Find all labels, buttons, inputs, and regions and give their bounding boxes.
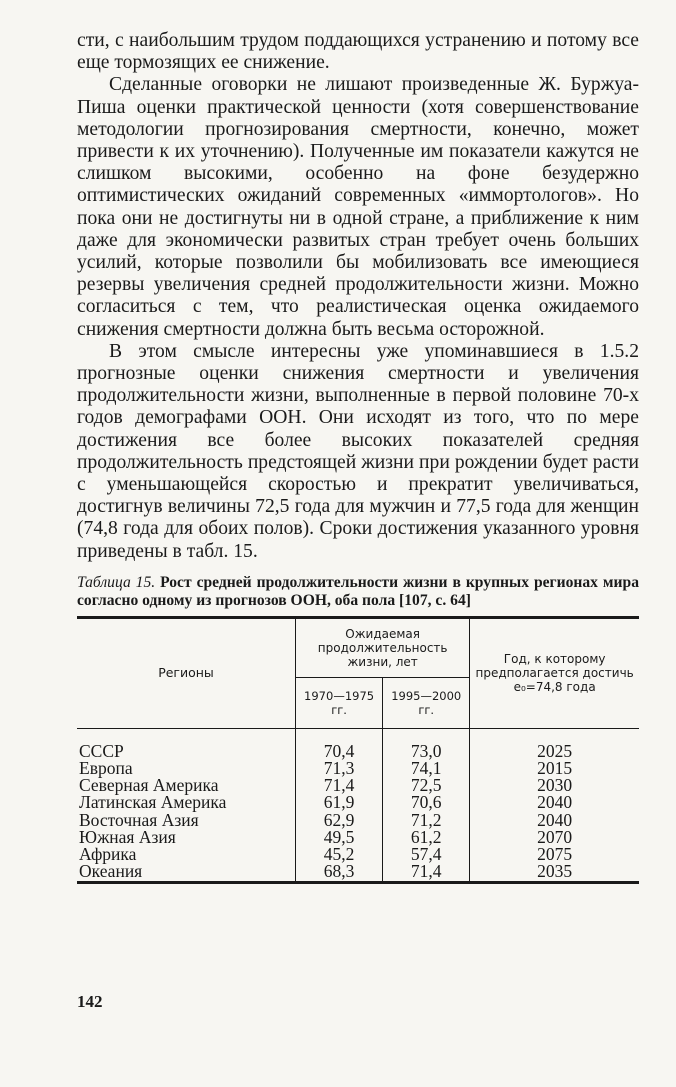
table-row bbox=[77, 863, 639, 880]
life-1970-cell: 71,3 bbox=[296, 760, 383, 777]
life-1970-cell: 61,9 bbox=[296, 794, 383, 811]
life-1970-cell: 71,4 bbox=[296, 777, 383, 794]
region-cell: Африка bbox=[77, 846, 296, 863]
life-1995-cell: 57,4 bbox=[383, 846, 470, 863]
life-1995-cell: 72,5 bbox=[383, 777, 470, 794]
life-1970-cell: 68,3 bbox=[296, 863, 383, 880]
region-cell: Южная Азия bbox=[77, 829, 296, 846]
target-year-cell: 2030 bbox=[537, 775, 573, 796]
life-1995-cell: 71,2 bbox=[383, 812, 470, 829]
region-cell: Европа bbox=[77, 760, 296, 777]
life-expectancy-table bbox=[77, 616, 639, 884]
life-1995-cell: 61,2 bbox=[383, 829, 470, 846]
life-1995-cell: 70,6 bbox=[383, 794, 470, 811]
region-cell: Латинская Америка bbox=[77, 794, 296, 811]
target-year-cell: 2015 bbox=[537, 758, 573, 779]
life-1995-cell: 73,0 bbox=[383, 743, 470, 760]
paragraph: Сделанные оговорки не лишают произведенные Ж. Буржуа-Пиша оценки практической ценности (хотя совершенствование методологии прогнозирования смертности, конечно, может привести к их уточнению). Полученные им показатели кажутся не слишком высокими, особенно на фоне безудержно оптимистических ожиданий современных «иммортологов». Но пока они не достигнуты ни в одной стране, а приближение к ним даже для экономически развитых стран требует очень больших усилий, которые позволили бы мобилизовать все имеющиеся резервы увеличения средней продолжительности жизни. Можно согласиться с тем, что реалистическая оценка ожидаемого снижения смертности должна быть весьма осторожной. bbox=[77, 74, 639, 340]
region-cell: Восточная Азия bbox=[77, 812, 296, 829]
target-year-cell: 2025 bbox=[537, 740, 573, 761]
target-year-cell: 2040 bbox=[537, 809, 573, 830]
book-page bbox=[77, 30, 639, 884]
region-cell: СССР bbox=[77, 743, 296, 760]
table-caption-text: Рост средней продолжительности жизни в крупных регионах мира согласно одному из прогнозов ООН, оба пола [107, с. 64] bbox=[77, 573, 639, 609]
target-year-cell: 2040 bbox=[537, 792, 573, 813]
paragraph-continuation: сти, с наибольшим трудом поддающихся устранению и потому все еще тормозящих ее снижение. bbox=[77, 30, 639, 74]
life-1970-cell: 49,5 bbox=[296, 829, 383, 846]
header-region: Регионы bbox=[77, 619, 296, 729]
life-1970-cell: 62,9 bbox=[296, 812, 383, 829]
region-cell: Океания bbox=[77, 863, 296, 880]
life-1995-cell: 74,1 bbox=[383, 760, 470, 777]
header-period-1970: 1970—1975 гг. bbox=[296, 677, 383, 728]
body-text bbox=[77, 30, 639, 563]
target-year-cell: 2075 bbox=[537, 844, 573, 865]
header-target-year: Год, к которому предполагается достичь e₀=74,8 года bbox=[475, 652, 634, 695]
target-year-cell: 2070 bbox=[537, 826, 573, 847]
life-1970-cell: 70,4 bbox=[296, 743, 383, 760]
region-cell: Северная Америка bbox=[77, 777, 296, 794]
header-life-expectancy: Ожидаемая продолжительность жизни, лет bbox=[296, 619, 470, 678]
target-year-cell: 2035 bbox=[537, 861, 573, 882]
life-1995-cell: 71,4 bbox=[383, 863, 470, 880]
life-1970-cell: 45,2 bbox=[296, 846, 383, 863]
table-caption-label: Таблица 15. bbox=[77, 573, 156, 591]
page-number: 142 bbox=[77, 992, 103, 1011]
table-caption bbox=[77, 574, 639, 610]
paragraph: В этом смысле интересны уже упоминавшиеся в 1.5.2 прогнозные оценки снижения смертности и увеличения продолжительности жизни, выполненные в первой половине 70-х годов демографами ООН. Они исходят из того, что по мере достижения все более высоких показателей средняя продолжительность предстоящей жизни при рождении будет расти с уменьшающейся скоростью и прекратит увеличиваться, достигнув величины 72,5 года для мужчин и 77,5 года для женщин (74,8 года для обоих полов). Сроки достижения указанного уровня приведены в табл. 15. bbox=[77, 340, 639, 562]
header-period-1995: 1995—2000 гг. bbox=[383, 677, 470, 728]
